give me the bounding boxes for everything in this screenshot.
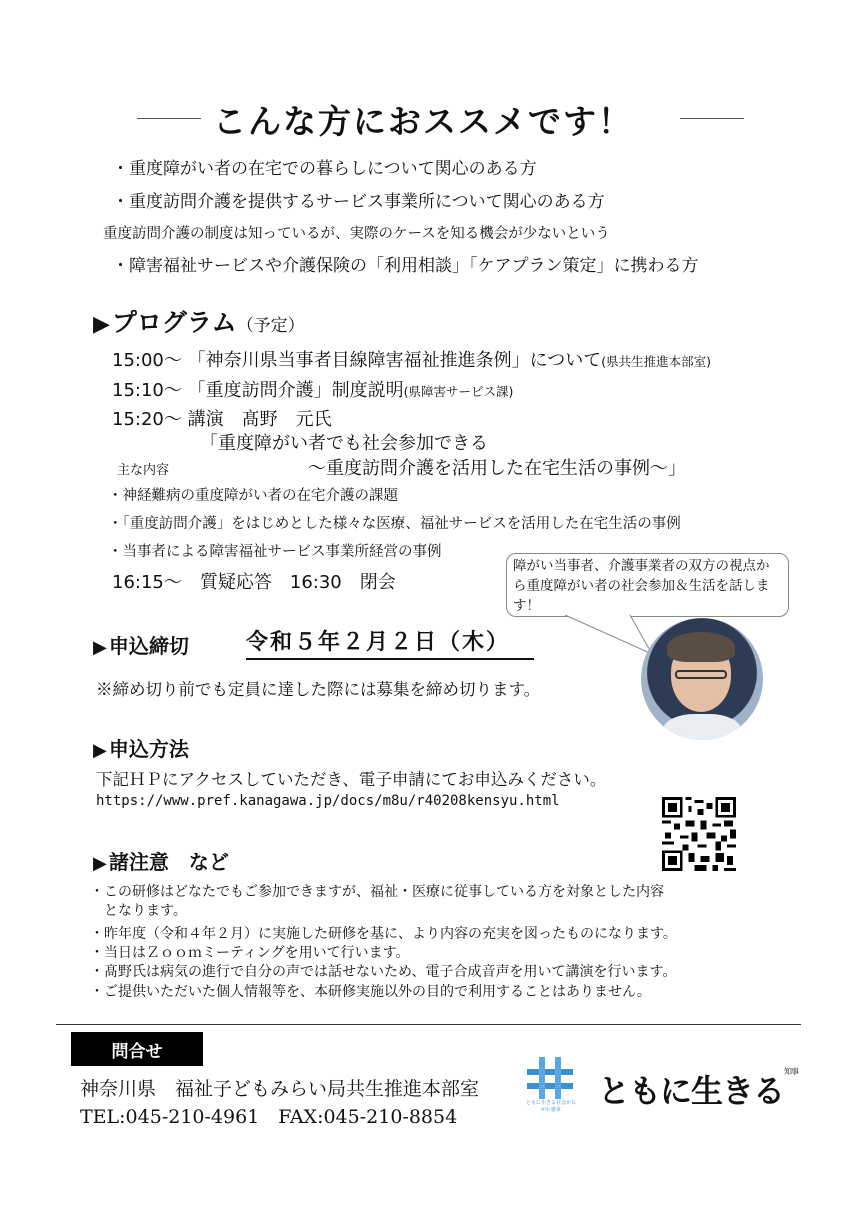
closing-schedule: 16:15～ 質疑応答 16:30 閉会 [112, 572, 396, 593]
lecture-title-line2: ～重度訪問介護を活用した在宅生活の事例～」 [308, 458, 686, 479]
recommend-item: ・重度訪問介護を提供するサービス事業所について関心のある方 [112, 192, 605, 212]
logo-caption: ともに生きる社会かながわ憲章 [525, 1100, 576, 1113]
speaker-photo [641, 618, 763, 740]
qr-code[interactable] [662, 797, 736, 871]
deadline-note: ※締め切り前でも定員に達した際には募集を締め切ります。 [96, 680, 541, 699]
deadline-date: 令和５年２月２日（木） [246, 625, 534, 660]
note-item: ・当日はＺｏｏｍミーティングを用いて行います。 [90, 945, 410, 961]
header-rule-left [137, 118, 201, 119]
recommend-item: ・障害福祉サービスや介護保険の「利用相談」「ケアプラン策定」に携わる方 [112, 256, 699, 276]
note-item: ・ご提供いただいた個人情報等を、本研修実施以外の目的で利用することはありません。 [90, 984, 651, 1000]
program-row: 15:00～ 「神奈川県当事者目線障害福祉推進条例」について(県共生推進本部室) [112, 350, 712, 371]
notes-heading: ▶ 諸注意 など [93, 850, 229, 874]
triangle-right-icon: ▶ [93, 312, 110, 337]
header-rule-right [680, 118, 744, 119]
note-item: ・この研修はどなたでもご参加できますが、福祉・医療に従事している方を対象とした内容 [90, 884, 664, 900]
brush-logo: ともに生きる$^{知事}$ [598, 1067, 799, 1110]
footer-divider [56, 1024, 801, 1025]
apply-url-link[interactable]: https://www.pref.kanagawa.jp/docs/m8u/r40208kensyu.html [96, 793, 560, 809]
note-item: ・髙野氏は病気の進行で自分の声では話せないため、電子合成音声を用いて講演を行います。 [90, 964, 677, 980]
speech-balloon: 障がい当事者、介護事業者の双方の視点から重度障がい者の社会参加＆生活を話します！ [506, 553, 789, 617]
kyosei-logo-icon [527, 1057, 573, 1099]
program-row: 15:20～ 講演 髙野 元氏 [112, 409, 332, 430]
apply-text: 下記ＨＰにアクセスしていただき、電子申請にてお申込みください。 [96, 770, 607, 789]
recommend-item: ・重度障がい者の在宅での暮らしについて関心のある方 [112, 159, 537, 179]
note-item: ・昨年度（令和４年２月）に実施した研修を基に、より内容の充実を図ったものになります。 [90, 926, 677, 942]
inquiry-label: 問合せ [71, 1032, 203, 1066]
topic-item: ・「重度訪問介護」をはじめとした様々な医療、福祉サービスを活用した在宅生活の事例 [108, 516, 681, 532]
note-item: となります。 [90, 903, 187, 919]
lecture-title-line1: 「重度障がい者でも社会参加できる [200, 433, 488, 454]
apply-heading: ▶ 申込方法 [93, 737, 189, 761]
page-title: こんな方におススメです！ [213, 102, 633, 141]
topic-item: ・当事者による障害福祉サービス事業所経営の事例 [108, 544, 442, 560]
triangle-right-icon: ▶ [93, 637, 107, 658]
recommend-plain-line: 重度訪問介護の制度は知っているが、実際のケースを知る機会が少ないという [103, 226, 610, 242]
triangle-right-icon: ▶ [93, 853, 107, 874]
deadline-heading: ▶ 申込締切 [93, 634, 189, 658]
triangle-right-icon: ▶ [93, 740, 107, 761]
topic-item: ・神経難病の重度障がい者の在宅介護の課題 [108, 488, 398, 504]
contact-tel-fax: TEL:045-210-4961 FAX:045-210-8854 [80, 1106, 458, 1128]
main-content-label: 主な内容 [117, 463, 170, 478]
program-heading: ▶プログラム（予定） [93, 308, 305, 337]
contact-org: 神奈川県 福祉子どもみらい局共生推進本部室 [80, 1078, 480, 1100]
program-row: 15:10～ 「重度訪問介護」制度説明(県障害サービス課) [112, 380, 514, 401]
